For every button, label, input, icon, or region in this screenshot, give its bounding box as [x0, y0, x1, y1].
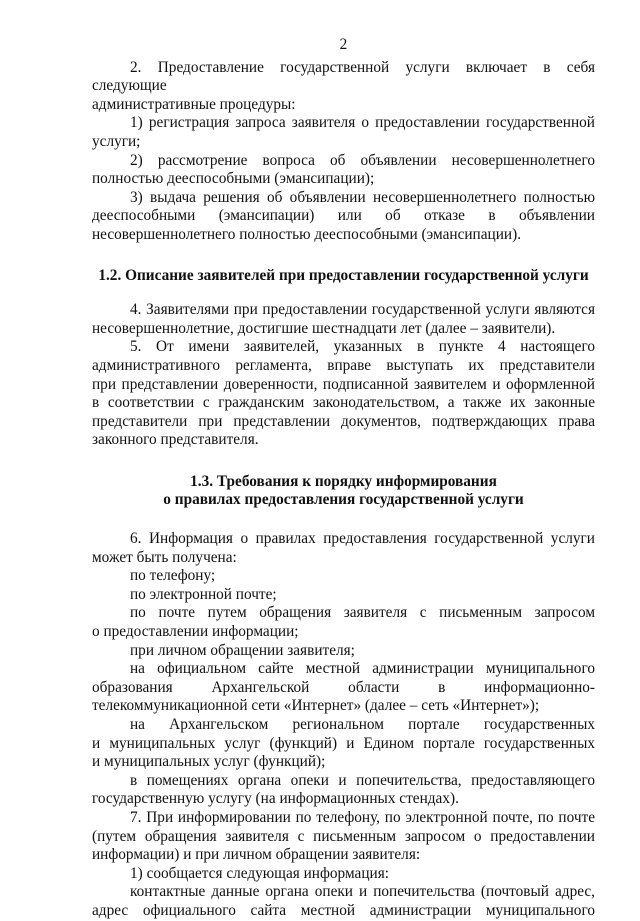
- list-item-2-line: полностью дееспособными (эмансипации);: [92, 170, 375, 188]
- paragraph-7-contacts-line: адрес официального сайта местной администрации муниципального: [92, 901, 595, 919]
- paragraph-5-line: в соответствии с гражданским законодательством, а также их законные: [92, 394, 595, 412]
- paragraph-7-item-1: 1) сообщается следующая информация:: [130, 864, 389, 882]
- list-item-site-line: на официальном сайте местной администрации муниципального: [130, 660, 595, 678]
- paragraph-6-line: может быть получена:: [92, 548, 237, 566]
- list-item-1-line: 1) регистрация запроса заявителя о предоставлении государственной: [130, 114, 595, 132]
- list-item-personal: при личном обращении заявителя;: [130, 641, 355, 659]
- list-item-2-line: 2) рассмотрение вопроса об объявлении несовершеннолетнего: [130, 151, 595, 169]
- page-number: 2: [339, 36, 348, 53]
- paragraph-4-line: 4. Заявителями при предоставлении государственной услуги являются: [130, 301, 595, 319]
- list-item-site-line: образования Архангельской области в информационно-: [92, 678, 595, 696]
- paragraph-6-line: 6. Информация о правилах предоставления государственной услуги: [130, 530, 595, 548]
- list-item-1-line: услуги;: [92, 132, 141, 150]
- section-heading-1-2: 1.2. Описание заявителей при предоставлении государственной услуги: [98, 266, 589, 284]
- list-item-mail-line: о предоставлении информации;: [92, 623, 299, 641]
- list-item-phone: по телефону;: [130, 567, 216, 585]
- list-item-portal-line: и муниципальных услуг (функций);: [92, 753, 326, 771]
- document-page: [92, 36, 595, 921]
- paragraph-7-line: информации) и при личном обращении заявителя:: [92, 846, 421, 864]
- section-heading-1-3: о правилах предоставления государственной услуги: [163, 491, 524, 509]
- paragraph-7-line: 7. При информировании по телефону, по электронной почте, по почте: [130, 808, 595, 826]
- paragraph-5-line: представители при представлении документов, подтверждающих права: [92, 412, 595, 430]
- list-item-site-line: телекоммуникационной сети «Интернет» (далее – сеть «Интернет»);: [92, 697, 540, 715]
- section-heading-1-3: 1.3. Требования к порядку информирования: [190, 472, 497, 490]
- list-item-3-line: 3) выдача решения об объявлении несовершеннолетнего полностью: [130, 188, 595, 206]
- list-item-email: по электронной почте;: [130, 585, 277, 603]
- list-item-portal-line: и муниципальных услуг (функций) и Едином портале государственных: [92, 734, 595, 752]
- list-item-office-line: государственную услугу (на информационных стендах).: [92, 790, 459, 808]
- paragraph-2-line: административные процедуры:: [92, 95, 296, 113]
- paragraph-2-line: 2. Предоставление государственной услуги включает в себя следующие: [92, 58, 595, 95]
- list-item-3-line: дееспособными (эмансипации) или об отказе в объявлении: [92, 207, 595, 225]
- paragraph-5-line: при представлении доверенности, подписанной заявителем и оформленной: [92, 375, 595, 393]
- paragraph-5-line: 5. От имени заявителей, указанных в пункте 4 настоящего: [130, 338, 595, 356]
- paragraph-4-line: несовершеннолетние, достигшие шестнадцати лет (далее – заявители).: [92, 319, 556, 337]
- paragraph-5-line: административного регламента, вправе выступать их представители: [92, 356, 595, 374]
- list-item-portal-line: на Архангельском региональном портале государственных: [130, 716, 595, 733]
- list-item-3-line: несовершеннолетнего полностью дееспособными (эмансипации).: [92, 225, 522, 243]
- paragraph-5-line: законного представителя.: [92, 431, 259, 449]
- list-item-mail-line: по почте путем обращения заявителя с письменным запросом: [130, 604, 595, 622]
- paragraph-7-line: (путем обращения заявителя с письменным запросом о предоставлении: [92, 827, 595, 845]
- paragraph-7-contacts-line: контактные данные органа опеки и попечительства (почтовый адрес,: [130, 883, 595, 901]
- list-item-office-line: в помещениях органа опеки и попечительства, предоставляющего: [130, 771, 595, 789]
